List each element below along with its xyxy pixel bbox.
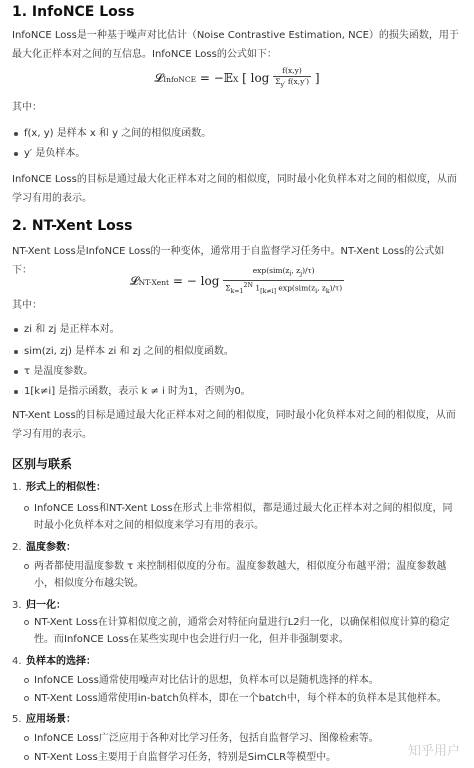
list-item: sim(zi, zj) 是样本 zi 和 zj 之间的相似度函数。: [24, 344, 234, 360]
list-item: f(x, y) 是样本 x 和 y 之间的相似度函数。: [24, 126, 211, 142]
ntxent-goal: NT-Xent Loss的目标是通过最大化正样本对之间的相似度，同时最小化负样本对之间的相似度，从而学习有用的表示。: [12, 410, 456, 440]
list-item: τ 是温度参数。: [24, 364, 93, 380]
ntxent-formula: 𝓛NT-Xent = − log $\frac{\exp(sim(z_i, z_j)/\tau)}{\Sigma_{k=1}^{2N} 1_{[k\ne i]} \exp(sim(z_i, z_k)/\tau)}$: [129, 266, 343, 295]
list-item: 两者都使用温度参数 τ 来控制相似度的分布。温度参数越大，相似度分布越平滑；温度参数越小，相似度分布越尖锐。: [34, 558, 459, 592]
list-item: 1[k≠i] 是指示函数，表示 k ≠ i 时为1，否则为0。: [24, 384, 251, 400]
list-item: InfoNCE Loss和NT-Xent Loss在形式上非常相似，都是通过最大化正样本对之间的相似度，同时最小化负样本对之间的相似度来学习有用的表示。: [34, 500, 459, 534]
section-title-infonce: 1. InfoNCE Loss: [12, 4, 135, 20]
list-item: InfoNCE Loss广泛应用于各种对比学习任务，包括自监督学习、图像检索等。: [34, 730, 459, 747]
infonce-intro: InfoNCE Loss是一种基于噪声对比估计（Noise Contrastive Estimation, NCE）的损失函数，用于最大化正样本对之间的互信息。InfoNCE Loss的公式如下：: [12, 30, 459, 60]
infonce-goal: InfoNCE Loss的目标是通过最大化正样本对之间的相似度，同时最小化负样本对之间的相似度，从而学习有用的表示。: [12, 174, 457, 204]
list-item: 1. 形式上的相似性：: [12, 482, 106, 493]
list-item: 4. 负样本的选择：: [12, 656, 96, 667]
list-item: 3. 归一化：: [12, 600, 66, 611]
list-item: zi 和 zj 是正样本对。: [24, 322, 120, 338]
list-item: InfoNCE Loss通常使用噪声对比估计的思想，负样本可以是随机选择的样本。: [34, 672, 459, 689]
list-item: 5. 应用场景：: [12, 714, 76, 725]
where-label-2: 其中：: [12, 300, 42, 311]
list-item: y′ 是负样本。: [24, 146, 85, 162]
where-label-1: 其中：: [12, 102, 42, 113]
watermark: 知乎用户: [407, 744, 460, 759]
section-title-ntxent: 2. NT-Xent Loss: [12, 218, 133, 234]
section-title-compare: 区别与联系: [12, 457, 73, 471]
list-item: 2. 温度参数：: [12, 542, 76, 553]
list-item: NT-Xent Loss主要用于自监督学习任务，特别是SimCLR等模型中。: [34, 749, 459, 766]
list-item: NT-Xent Loss通常使用in-batch负样本，即在一个batch中，每个样本的负样本是其他样本。: [34, 690, 459, 707]
list-item: NT-Xent Loss在计算相似度之前，通常会对特征向量进行L2归一化，以确保相似度计算的稳定性。而InfoNCE Loss在某些实现中也会进行归一化，但并非强制要求。: [34, 614, 459, 648]
ntxent-intro: NT-Xent Loss是InfoNCE Loss的一种变体，通常用于自监督学习任务中。NT-Xent Loss的公式如下：: [12, 246, 445, 276]
infonce-formula: 𝓛InfoNCE = −𝔼X [ log $\frac{f(x,y)}{\Sigma_{y'} f(x,y')}$ ]: [154, 66, 320, 89]
